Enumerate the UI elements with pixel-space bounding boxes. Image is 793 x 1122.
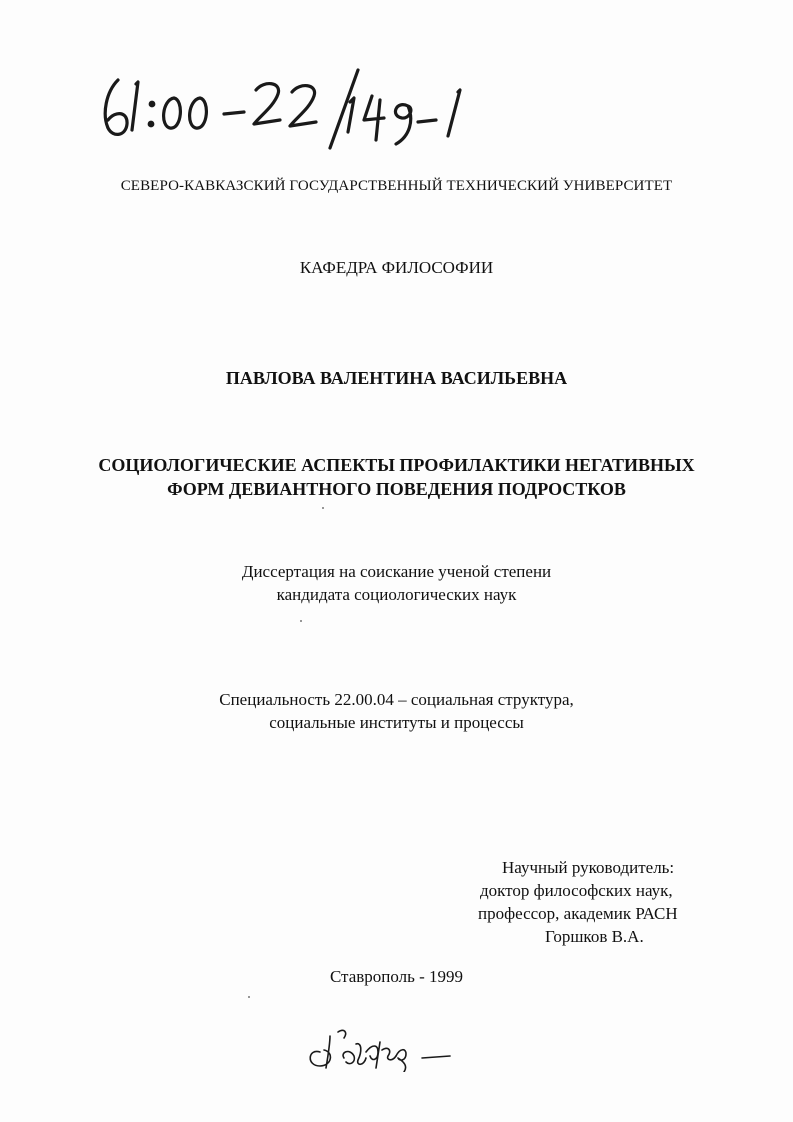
supervisor-degree: доктор философских наук, xyxy=(480,881,673,900)
supervisor-label: Научный руководитель: xyxy=(502,858,675,877)
scan-speck xyxy=(300,620,302,622)
handwritten-signature xyxy=(300,1022,460,1072)
author-name: ПАВЛОВА ВАЛЕНТИНА ВАСИЛЬЕВНА xyxy=(225,368,568,388)
degree-statement-line-2: кандидата социологических наук xyxy=(276,585,517,604)
scan-speck xyxy=(322,507,324,509)
handwritten-catalog-number xyxy=(96,62,476,152)
department-name: КАФЕДРА ФИЛОСОФИИ xyxy=(299,258,494,277)
university-name: СЕВЕРО-КАВКАЗСКИЙ ГОСУДАРСТВЕННЫЙ ТЕХНИЧЕСКИЙ УНИВЕРСИТЕТ xyxy=(120,178,673,194)
dissertation-title-line-1: СОЦИОЛОГИЧЕСКИЕ АСПЕКТЫ ПРОФИЛАКТИКИ НЕГАТИВНЫХ xyxy=(98,455,695,475)
city-and-year: Ставрополь - 1999 xyxy=(329,967,464,986)
dissertation-title-line-2: ФОРМ ДЕВИАНТНОГО ПОВЕДЕНИЯ ПОДРОСТКОВ xyxy=(167,479,626,499)
specialty-line-1: Специальность 22.00.04 – социальная структура, xyxy=(219,690,574,709)
scan-speck xyxy=(248,996,250,998)
degree-statement-line-1: Диссертация на соискание ученой степени xyxy=(241,562,552,581)
specialty-line-2: социальные институты и процессы xyxy=(269,713,524,732)
supervisor-title: профессор, академик РАСН xyxy=(478,904,678,923)
supervisor-name: Горшков В.А. xyxy=(545,927,644,946)
